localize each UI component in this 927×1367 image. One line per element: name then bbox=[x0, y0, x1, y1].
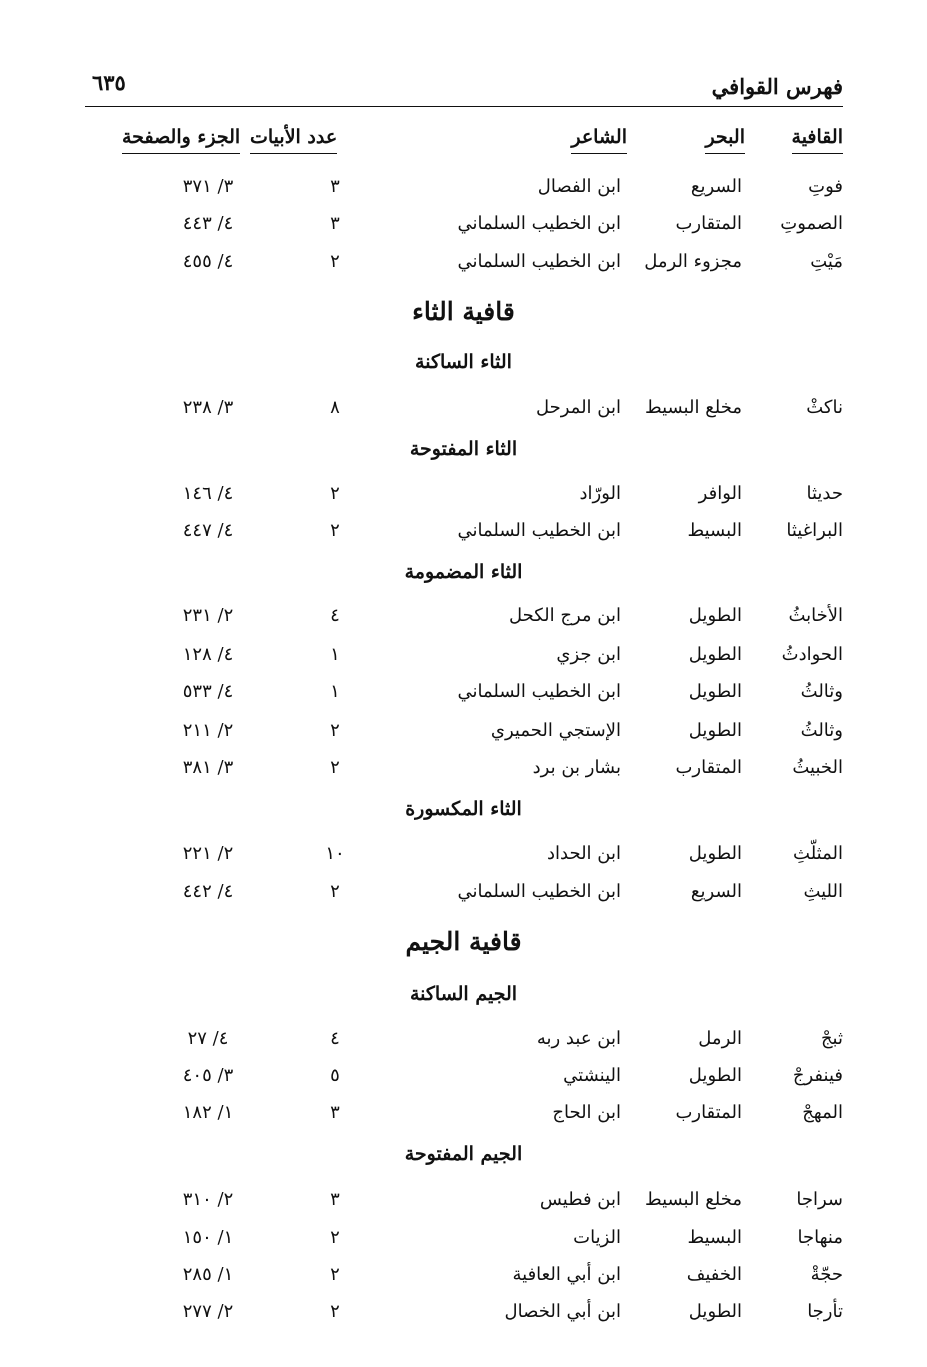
rhyme-cell: مَيْتِ bbox=[810, 251, 843, 272]
verses-cell: ١٠ bbox=[325, 843, 345, 864]
meter-cell: مخلع البسيط bbox=[644, 397, 742, 418]
header-rule bbox=[85, 106, 843, 107]
rhyme-cell: ناكثْ bbox=[806, 397, 843, 418]
rhyme-cell: المهجْ bbox=[802, 1102, 843, 1123]
poet-cell: ابن الخطيب السلماني bbox=[457, 681, 621, 702]
table-row bbox=[0, 837, 927, 871]
meter-cell: المتقارب bbox=[675, 757, 742, 778]
meter-cell: مجزوء الرمل bbox=[644, 251, 742, 272]
table-row bbox=[0, 675, 927, 709]
meter-cell: الطويل bbox=[688, 644, 742, 665]
reference-cell: ١/ ١٥٠ bbox=[182, 1227, 234, 1248]
rhyme-cell: الحوادثُ bbox=[781, 644, 843, 665]
section-heading-minor: الثاء الساكنة bbox=[415, 351, 512, 373]
meter-cell: مخلع البسيط bbox=[644, 1189, 742, 1210]
table-row bbox=[0, 1258, 927, 1292]
poet-cell: ابن الحداد bbox=[546, 843, 621, 864]
reference-cell: ٢/ ٢١١ bbox=[182, 720, 234, 741]
section-heading-minor: الجيم المفتوحة bbox=[404, 1143, 523, 1165]
poet-cell: ابن عبد ربه bbox=[536, 1028, 621, 1049]
verses-cell: ١ bbox=[330, 681, 340, 702]
reference-cell: ٤/ ٢٧ bbox=[187, 1028, 229, 1049]
table-row bbox=[0, 1022, 927, 1056]
verses-cell: ٢ bbox=[330, 251, 340, 272]
poet-cell: الزيات bbox=[573, 1227, 621, 1248]
poet-cell: بشار بن برد bbox=[532, 757, 621, 778]
verses-cell: ٤ bbox=[330, 605, 340, 626]
column-header-poet: الشاعر bbox=[571, 124, 627, 154]
rhyme-cell: الخبيثُ bbox=[792, 757, 843, 778]
verses-cell: ٢ bbox=[330, 757, 340, 778]
meter-cell: المتقارب bbox=[675, 1102, 742, 1123]
meter-cell: الوافر bbox=[698, 483, 742, 504]
reference-cell: ٤/ ٤٤٣ bbox=[182, 213, 234, 234]
verses-cell: ٣ bbox=[330, 1102, 340, 1123]
rhyme-cell: وثالثُ bbox=[800, 720, 843, 741]
section-heading-minor: الثاء المكسورة bbox=[405, 798, 522, 820]
rhyme-cell: حجّةْ bbox=[810, 1264, 843, 1285]
meter-cell: الطويل bbox=[688, 1301, 742, 1322]
section-heading-minor: الثاء المفتوحة bbox=[409, 438, 518, 460]
reference-cell: ٣/ ٣٧١ bbox=[182, 176, 234, 197]
section-heading-major: قافية الجيم bbox=[405, 927, 522, 956]
meter-cell: الطويل bbox=[688, 1065, 742, 1086]
table-row bbox=[0, 1183, 927, 1217]
table-row bbox=[0, 875, 927, 909]
poet-cell: ابن جزي bbox=[556, 644, 621, 665]
rhyme-cell: تأرجا bbox=[807, 1301, 843, 1322]
table-row bbox=[0, 1295, 927, 1329]
reference-cell: ٤/ ٤٤٧ bbox=[182, 520, 234, 541]
section-heading-major: قافية الثاء bbox=[412, 297, 515, 326]
poet-cell: ابن المرحل bbox=[535, 397, 621, 418]
verses-cell: ٢ bbox=[330, 720, 340, 741]
table-row bbox=[0, 599, 927, 633]
verses-cell: ٣ bbox=[330, 213, 340, 234]
meter-cell: الطويل bbox=[688, 605, 742, 626]
reference-cell: ١/ ٢٨٥ bbox=[182, 1264, 234, 1285]
meter-cell: الرمل bbox=[698, 1028, 742, 1049]
meter-cell: الطويل bbox=[688, 843, 742, 864]
section-heading-minor: الثاء المضمومة bbox=[404, 561, 523, 583]
verses-cell: ٣ bbox=[330, 1189, 340, 1210]
meter-cell: السريع bbox=[690, 881, 742, 902]
reference-cell: ٢/ ٣١٠ bbox=[182, 1189, 234, 1210]
poet-cell: ابن مرج الكحل bbox=[508, 605, 621, 626]
table-row bbox=[0, 170, 927, 204]
poet-cell: الورّاد bbox=[579, 483, 621, 504]
reference-cell: ١/ ١٨٢ bbox=[182, 1102, 234, 1123]
poet-cell: ابن الخطيب السلماني bbox=[457, 520, 621, 541]
poet-cell: ابن الخطيب السلماني bbox=[457, 251, 621, 272]
rhyme-cell: فوتِ bbox=[808, 176, 843, 197]
column-header-verses: عدد الأبيات bbox=[250, 124, 337, 154]
meter-cell: المتقارب bbox=[675, 213, 742, 234]
table-row bbox=[0, 1096, 927, 1130]
verses-cell: ٥ bbox=[330, 1065, 340, 1086]
running-title: فهرس القوافي bbox=[711, 74, 843, 99]
table-row bbox=[0, 514, 927, 548]
verses-cell: ١ bbox=[330, 644, 340, 665]
table-row bbox=[0, 477, 927, 511]
verses-cell: ٨ bbox=[330, 397, 340, 418]
rhyme-cell: المثلّثِ bbox=[793, 843, 843, 864]
reference-cell: ٢/ ٢٧٧ bbox=[182, 1301, 234, 1322]
verses-cell: ٣ bbox=[330, 176, 340, 197]
poet-cell: الإستجي الحميري bbox=[490, 720, 621, 741]
rhyme-cell: وثالثُ bbox=[800, 681, 843, 702]
poet-cell: ابن الحاج bbox=[552, 1102, 621, 1123]
poet-cell: ابن فطيس bbox=[539, 1189, 621, 1210]
meter-cell: الطويل bbox=[688, 681, 742, 702]
verses-cell: ٤ bbox=[330, 1028, 340, 1049]
poet-cell: ابن الخطيب السلماني bbox=[457, 213, 621, 234]
verses-cell: ٢ bbox=[330, 1264, 340, 1285]
poet-cell: ابن الخطيب السلماني bbox=[457, 881, 621, 902]
meter-cell: السريع bbox=[690, 176, 742, 197]
verses-cell: ٢ bbox=[330, 1227, 340, 1248]
table-row bbox=[0, 714, 927, 748]
verses-cell: ٢ bbox=[330, 881, 340, 902]
rhyme-cell: البراغيثا bbox=[786, 520, 843, 541]
reference-cell: ٤/ ١٢٨ bbox=[182, 644, 234, 665]
meter-cell: الخفيف bbox=[686, 1264, 742, 1285]
verses-cell: ٢ bbox=[330, 520, 340, 541]
verses-cell: ٢ bbox=[330, 483, 340, 504]
section-heading-minor: الجيم الساكنة bbox=[409, 983, 518, 1005]
table-row bbox=[0, 207, 927, 241]
reference-cell: ٢/ ٢٣١ bbox=[182, 605, 234, 626]
reference-cell: ٣/ ٢٣٨ bbox=[182, 397, 234, 418]
table-row bbox=[0, 751, 927, 785]
poet-cell: الينشتي bbox=[563, 1065, 621, 1086]
rhyme-cell: الليثِ bbox=[803, 881, 843, 902]
column-header-rhyme: القافية bbox=[792, 124, 843, 154]
poet-cell: ابن أبي الخصال bbox=[504, 1301, 621, 1322]
table-row bbox=[0, 1221, 927, 1255]
rhyme-cell: الصموتِ bbox=[780, 213, 843, 234]
reference-cell: ٤/ ٥٣٣ bbox=[182, 681, 234, 702]
table-row bbox=[0, 1059, 927, 1093]
rhyme-cell: حديثا bbox=[806, 483, 843, 504]
poet-cell: ابن أبي العافية bbox=[512, 1264, 621, 1285]
table-row bbox=[0, 391, 927, 425]
rhyme-cell: سراجا bbox=[796, 1189, 843, 1210]
column-header-volume-page: الجزء والصفحة bbox=[122, 124, 240, 154]
reference-cell: ٤/ ٤٤٢ bbox=[182, 881, 234, 902]
reference-cell: ٣/ ٤٠٥ bbox=[182, 1065, 234, 1086]
reference-cell: ٢/ ٢٢١ bbox=[182, 843, 234, 864]
page-number: ٦٣٥ bbox=[92, 70, 126, 95]
rhyme-cell: فينفرجْ bbox=[792, 1065, 843, 1086]
meter-cell: البسيط bbox=[687, 1227, 742, 1248]
verses-cell: ٢ bbox=[330, 1301, 340, 1322]
rhyme-cell: ثبجْ bbox=[820, 1028, 843, 1049]
reference-cell: ٤/ ١٤٦ bbox=[182, 483, 234, 504]
rhyme-cell: منهاجا bbox=[797, 1227, 843, 1248]
rhyme-cell: الأخابثُ bbox=[788, 605, 843, 626]
meter-cell: البسيط bbox=[687, 520, 742, 541]
meter-cell: الطويل bbox=[688, 720, 742, 741]
table-row bbox=[0, 638, 927, 672]
poet-cell: ابن الفصال bbox=[537, 176, 621, 197]
table-row bbox=[0, 245, 927, 279]
reference-cell: ٣/ ٣٨١ bbox=[182, 757, 234, 778]
column-header-meter: البحر bbox=[705, 124, 745, 154]
reference-cell: ٤/ ٤٥٥ bbox=[182, 251, 234, 272]
